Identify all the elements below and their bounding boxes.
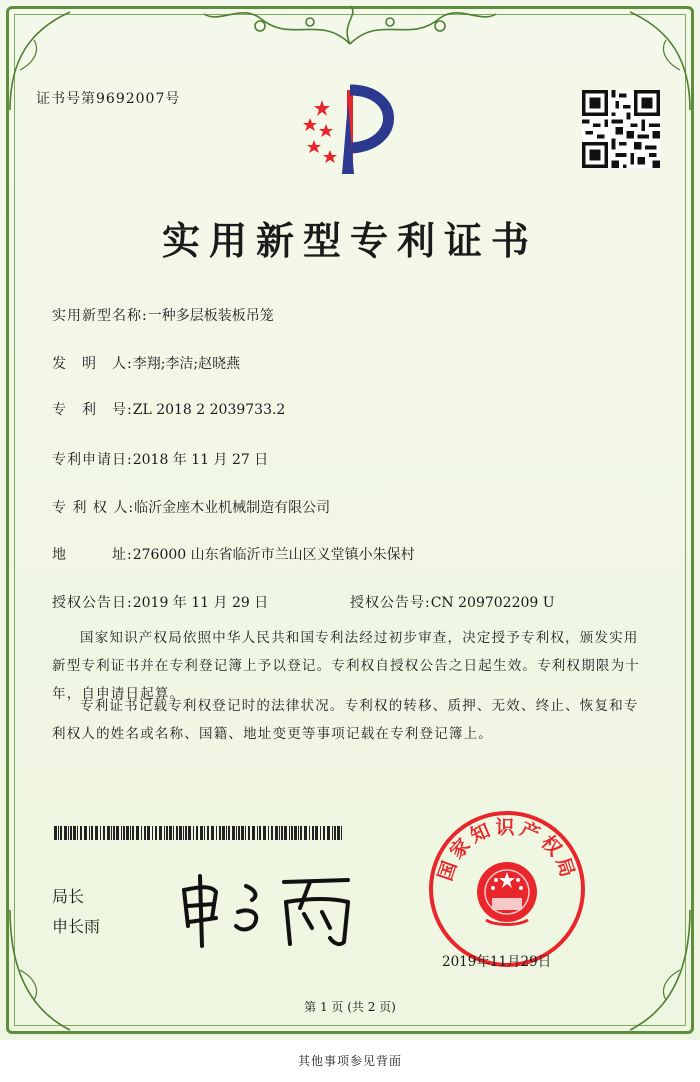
inventor-label: 发 明 人: [52,356,133,372]
patent-office-logo [290,82,410,182]
grant-number-label: 授权公告号: [350,595,431,611]
grant-date-label: 授权公告日: [52,595,133,611]
director-title: 局长 [52,887,85,906]
patent-number-label: 专 利 号: [52,402,133,418]
patentee-value: 临沂金座木业机械制造有限公司 [134,500,331,516]
footer-note: 其他事项参见背面 [297,1054,402,1068]
grant-date-row [52,593,268,613]
top-ornament [200,4,500,52]
certificate-title: 实用新型专利证书 [161,218,538,263]
filing-date-row [52,450,268,470]
issue-date: 2019年11月29日 [442,954,552,970]
utility-model-name-value: 一种多层板装板吊笼 [147,308,274,324]
page-number: 第 1 页 (共 2 页) [304,1000,396,1014]
inventor-row [52,354,240,374]
inventor-value: 李翔;李洁;赵晓燕 [132,356,241,372]
director-signature [172,868,362,948]
grant-date-value: 2019 年 11 月 29 日 [132,595,269,611]
patentee-label: 专 利 权 人: [52,500,135,516]
address-value: 276000 山东省临沂市兰山区义堂镇小朱保村 [132,547,415,563]
official-seal [426,808,588,970]
patentee-row [52,498,330,518]
qr-code [582,90,660,168]
seal-text: 国家知识产权局 [434,816,580,884]
address-row [52,545,415,565]
legal-status-paragraph: 专利证书记载专利权登记时的法律状况。专利权的转移、质押、无效、终止、恢复和专利权人的姓名或名称、国籍、地址变更等事项记载在专利登记簿上。 [52,698,639,742]
address-label: 地 址: [52,547,133,563]
utility-model-name-label: 实用新型名称: [52,308,148,324]
certificate-number: 证书号第9692007号 [36,91,181,107]
director-name: 申长雨 [52,917,101,936]
utility-model-name-row [52,306,274,326]
filing-date-value: 2018 年 11 月 27 日 [132,452,269,468]
grant-number-row [350,593,555,613]
patent-number-row [52,400,285,420]
grant-number-value: CN 209702209 U [430,595,555,611]
filing-date-label: 专利申请日: [52,452,133,468]
corner-ornament-bottom-right [620,900,700,1040]
patent-number-value: ZL 2018 2 2039733.2 [132,402,286,418]
barcode [54,826,344,840]
decision-paragraph: 国家知识产权局依照中华人民共和国专利法经过初步审查，决定授予专利权，颁发实用新型专利证书并在专利登记簿上予以登记。专利权自授权公告之日起生效。专利权期限为十年，自申请日起算。 [52,630,640,702]
